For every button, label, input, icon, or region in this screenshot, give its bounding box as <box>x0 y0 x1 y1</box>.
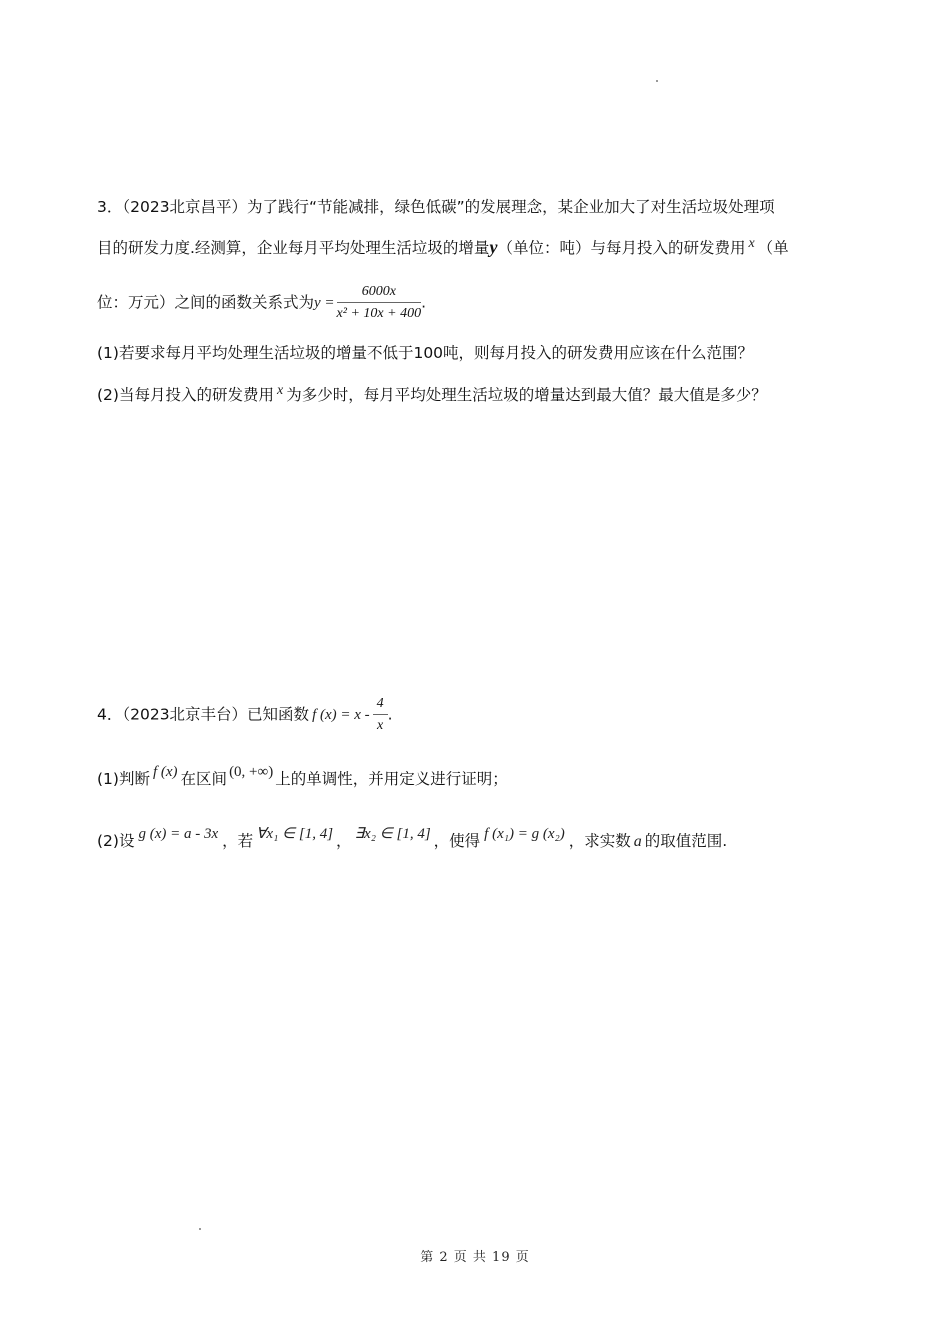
fraction: $\frac{6000x}{\text{x² + 10x + 400}}$ <box>336 284 422 321</box>
q4-part-2: (2)设 g (x) = a - 3x ，若 ∀x₁ ∈ [1, 4] ， ∃x₂ ∈ [1, 4] ，使得 f (x₁) = g (x₂) ，求实数 a 的取值范围. <box>97 826 728 850</box>
q3-part-1: (1)若要求每月平均处理生活垃圾的增量不低于100吨，则每月投入的研发费用应该在什么范围？ <box>97 344 754 362</box>
q3-part-2: (2)当每月投入的研发费用 x 为多少时，每月平均处理生活垃圾的增量达到最大值？最大值是多少？ <box>97 383 767 404</box>
q4-line-1: 4．（2023北京丰台）已知函数 f (x) = x - $\frac{4}{x}$ . <box>97 696 393 733</box>
equation: f (x₁) = g (x₂) <box>484 826 565 842</box>
function-g: g (x) = a - 3x <box>138 826 219 842</box>
function-f: f (x) = x - <box>312 706 370 723</box>
q3-line-1: 3．（2023北京昌平）为了践行“节能减排，绿色低碳”的发展理念，某企业加大了对生活垃圾处理项 <box>97 198 775 216</box>
speck-top <box>656 80 658 82</box>
q4-part-1: (1)判断 f (x) 在区间 (0, +∞) 上的单调性，并用定义进行证明； <box>97 764 508 788</box>
var-x: x <box>276 383 284 398</box>
var-a: a <box>633 833 642 850</box>
var-x: x <box>748 236 755 251</box>
interval: (0, +∞) <box>229 764 274 780</box>
q3-line-3: 位：万元）之间的函数关系式为y = $\frac{6000x}{\text{x² + 10x + 400}}$ . <box>97 284 427 321</box>
speck-bottom <box>199 1228 201 1230</box>
q3-line-2: 目的研发力度.经测算，企业每月平均处理生活垃圾的增量y（单位：吨）与每月投入的研发费用 x （单 <box>97 236 789 257</box>
page-footer: 第 2 页 共 19 页 <box>420 1250 530 1265</box>
var-y: y <box>489 237 498 257</box>
function-f: f (x) <box>152 764 178 780</box>
forall-condition: ∀x₁ ∈ [1, 4] <box>256 826 334 842</box>
exists-condition: ∃x₂ ∈ [1, 4] <box>354 826 431 842</box>
equation-lhs: y = <box>314 294 335 311</box>
fraction: $\frac{4}{x}$ <box>373 697 388 733</box>
